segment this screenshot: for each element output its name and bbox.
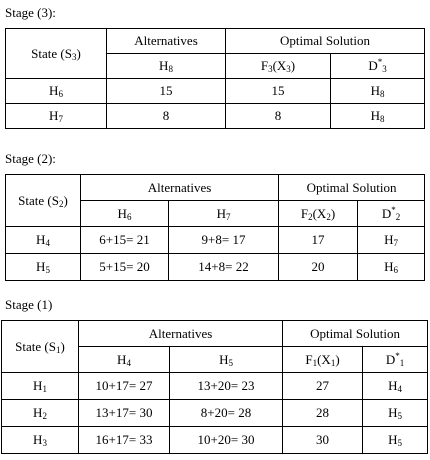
stage1-table <box>1 320 428 454</box>
optimal-solution-header: Optimal Solution <box>279 175 425 201</box>
d-col-header: $D^*_2$ <box>358 201 425 227</box>
alternatives-header: Alternatives <box>107 29 226 54</box>
alternatives-header: Alternatives <box>79 321 283 347</box>
state-cell: $H_5$ <box>6 254 81 281</box>
alt-cell: 16+17= 33 <box>79 427 170 454</box>
table-row <box>6 104 425 129</box>
alt-col-header: $H_4$ <box>79 347 170 373</box>
alt-cell: 5+15= 20 <box>81 254 169 281</box>
alt-cell: 8 <box>107 104 226 129</box>
f-cell: 30 <box>283 427 363 454</box>
state-cell: $H_2$ <box>2 400 79 427</box>
alternatives-header: Alternatives <box>81 175 279 201</box>
stage1-title: Stage (1) <box>5 297 53 312</box>
state-cell: $H_4$ <box>6 227 81 254</box>
d-cell: $H_8$ <box>331 79 425 104</box>
alt-cell: 14+8= 22 <box>169 254 279 281</box>
f-cell: 15 <box>226 79 331 104</box>
table-row <box>2 373 428 400</box>
f-col-header: $F_2(X_2)$ <box>279 201 358 227</box>
optimal-solution-header: Optimal Solution <box>226 29 425 54</box>
state-cell: $H_1$ <box>2 373 79 400</box>
alt-cell: 8+20= 28 <box>170 400 283 427</box>
stage3-title: Stage (3): <box>5 5 56 20</box>
table-row <box>6 254 425 281</box>
alt-cell: 13+20= 23 <box>170 373 283 400</box>
table-row <box>2 400 428 427</box>
table-row <box>2 427 428 454</box>
alt-cell: 10+17= 27 <box>79 373 170 400</box>
d-cell: $H_7$ <box>358 227 425 254</box>
state-cell: $H_6$ <box>6 79 107 104</box>
f-cell: 27 <box>283 373 363 400</box>
stage2-table <box>5 174 425 281</box>
stage2-title: Stage (2): <box>5 151 56 166</box>
optimal-solution-header: Optimal Solution <box>283 321 428 347</box>
d-cell: $H_5$ <box>363 400 428 427</box>
alt-cell: 9+8= 17 <box>169 227 279 254</box>
alt-col-header: $H_5$ <box>170 347 283 373</box>
table-row <box>6 79 425 104</box>
alt-col-header: $H_6$ <box>81 201 169 227</box>
f-col-header: $F_3(X_3)$ <box>226 54 331 79</box>
state-header: State $(S_2)$ <box>6 175 81 227</box>
alt-cell: 6+15= 21 <box>81 227 169 254</box>
table-row <box>6 227 425 254</box>
f-col-header: $F_1(X_1)$ <box>283 347 363 373</box>
f-cell: 28 <box>283 400 363 427</box>
alt-col-header: $H_8$ <box>107 54 226 79</box>
f-cell: 20 <box>279 254 358 281</box>
d-col-header: $D^*_1$ <box>363 347 428 373</box>
d-cell: $H_8$ <box>331 104 425 129</box>
alt-cell: 15 <box>107 79 226 104</box>
alt-cell: 10+20= 30 <box>170 427 283 454</box>
state-header: State $(S_3)$ <box>6 29 107 79</box>
alt-col-header: $H_7$ <box>169 201 279 227</box>
d-cell: $H_4$ <box>363 373 428 400</box>
stage3-table <box>5 28 425 129</box>
d-col-header: $D^*_3$ <box>331 54 425 79</box>
state-cell: $H_3$ <box>2 427 79 454</box>
state-header: State $(S_1)$ <box>2 321 79 373</box>
d-cell: $H_5$ <box>363 427 428 454</box>
d-cell: $H_6$ <box>358 254 425 281</box>
state-cell: $H_7$ <box>6 104 107 129</box>
f-cell: 8 <box>226 104 331 129</box>
alt-cell: 13+17= 30 <box>79 400 170 427</box>
f-cell: 17 <box>279 227 358 254</box>
